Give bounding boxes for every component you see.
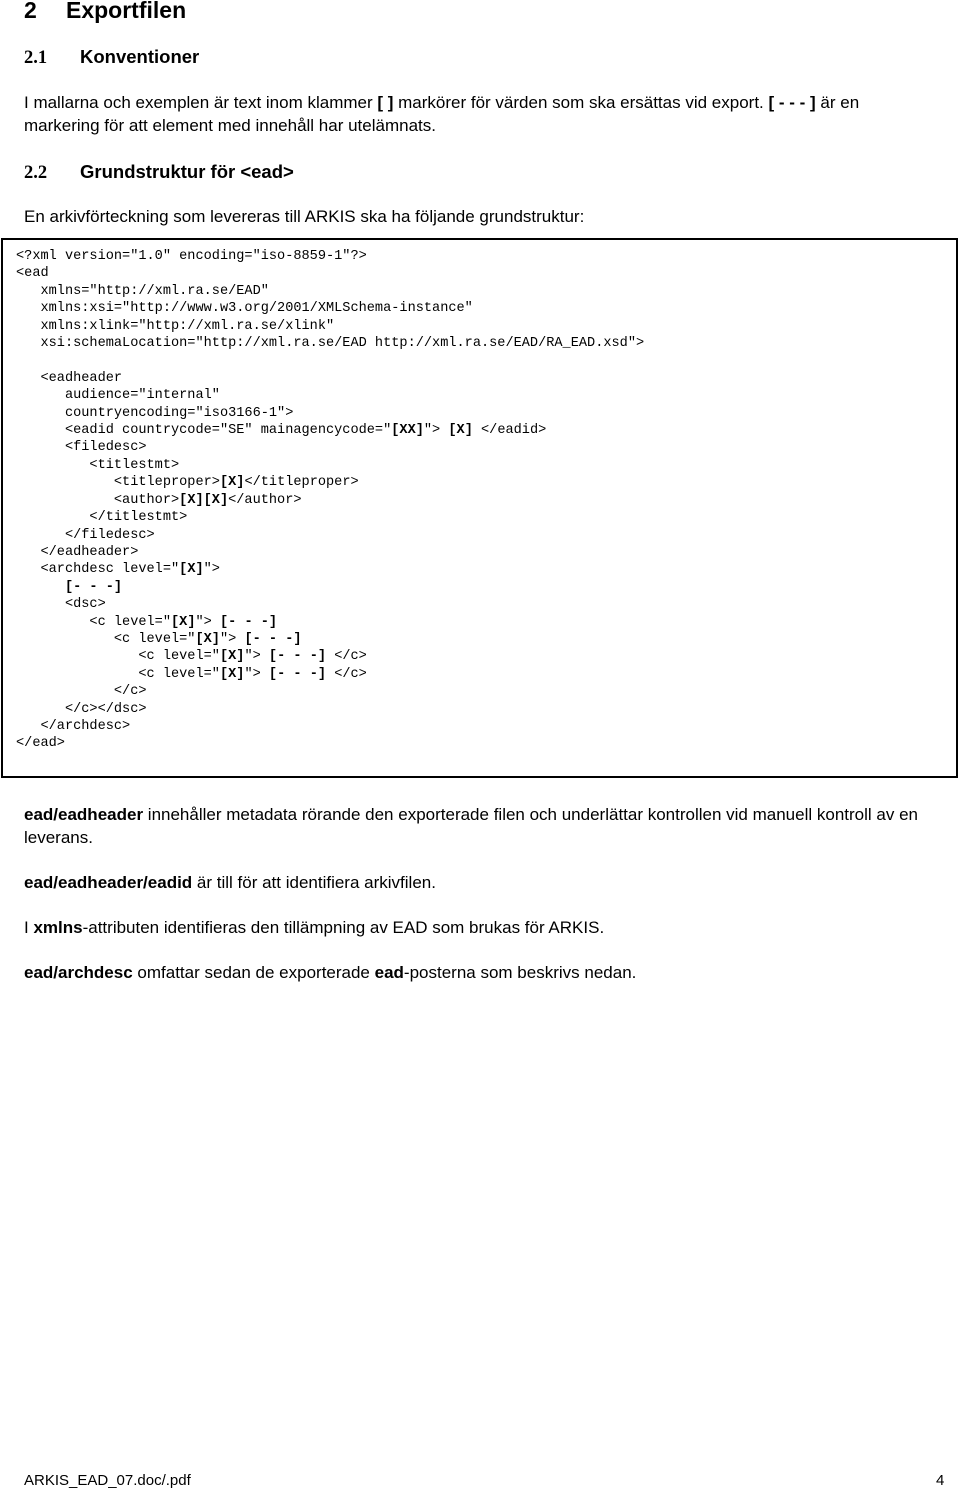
bracket-marker: [ ]	[377, 93, 394, 112]
chapter-number: 2	[24, 0, 37, 23]
xmlns-paragraph: I xmlns-attributen identifieras den tillämpning av EAD som brukas för ARKIS.	[24, 918, 605, 937]
conventions-paragraph: I mallarna och exemplen är text inom klammer [ ] markörer för värden som ska ersättas vid export. [ - - - ] är en markering för att element med innehåll har utelämnats.	[24, 93, 860, 135]
eadheader-paragraph: ead/eadheader innehåller metadata rörande den exporterade filen och underlättar kontrollen vid manuell kontroll av en leverans.	[24, 805, 918, 847]
footer-page-number: 4	[936, 1472, 945, 1489]
section-number: 2.2	[24, 163, 48, 183]
section-title: Konventioner	[80, 46, 200, 67]
xml-code-listing: <?xml version="1.0" encoding="iso-8859-1"?> <ead xmlns="http://xml.ra.se/EAD" xmlns:xsi="http://www.w3.org/2001/XMLSchema-instance" xmlns:xlink="http://xml.ra.se/xlink" xsi:schemaLocation="http://xml.ra.se/EAD http://xml.ra.se/EAD/RA_EAD.xsd"> <eadheader audience="internal" countryencoding="iso3166-1"> <eadid countrycode="SE" mainagencycode="[XX]"> [X] </eadid> <filedesc> <titlestmt> <titleproper>[X]</titleproper> <author>[X][X]</author> </titlestmt> </filedesc> </eadheader> <archdesc level="[X]"> [- - -] <dsc> <c level="[X]"> [- - -] <c level="[X]"> [- - -] <c level="[X]"> [- - -] </c> <c level="[X]"> [- - -] </c> </c> </c></dsc> </archdesc> </ead>	[16, 249, 645, 752]
eadid-paragraph: ead/eadheader/eadid är till för att identifiera arkivfilen.	[24, 873, 436, 892]
section-heading-2-1	[24, 46, 199, 69]
section-heading-2-2	[24, 161, 294, 184]
chapter-heading	[24, 0, 186, 24]
footer-filename: ARKIS_EAD_07.doc/.pdf	[24, 1472, 191, 1489]
section-number: 2.1	[24, 48, 48, 68]
dashes-marker: [ - - - ]	[768, 93, 816, 112]
archdesc-paragraph: ead/archdesc omfattar sedan de exporterade ead-posterna som beskrivs nedan.	[24, 963, 637, 982]
intro-paragraph: En arkivförteckning som levereras till ARKIS ska ha följande grundstruktur:	[24, 207, 585, 226]
section-title: Grundstruktur för <ead>	[80, 161, 294, 182]
chapter-title: Exportfilen	[66, 0, 187, 23]
